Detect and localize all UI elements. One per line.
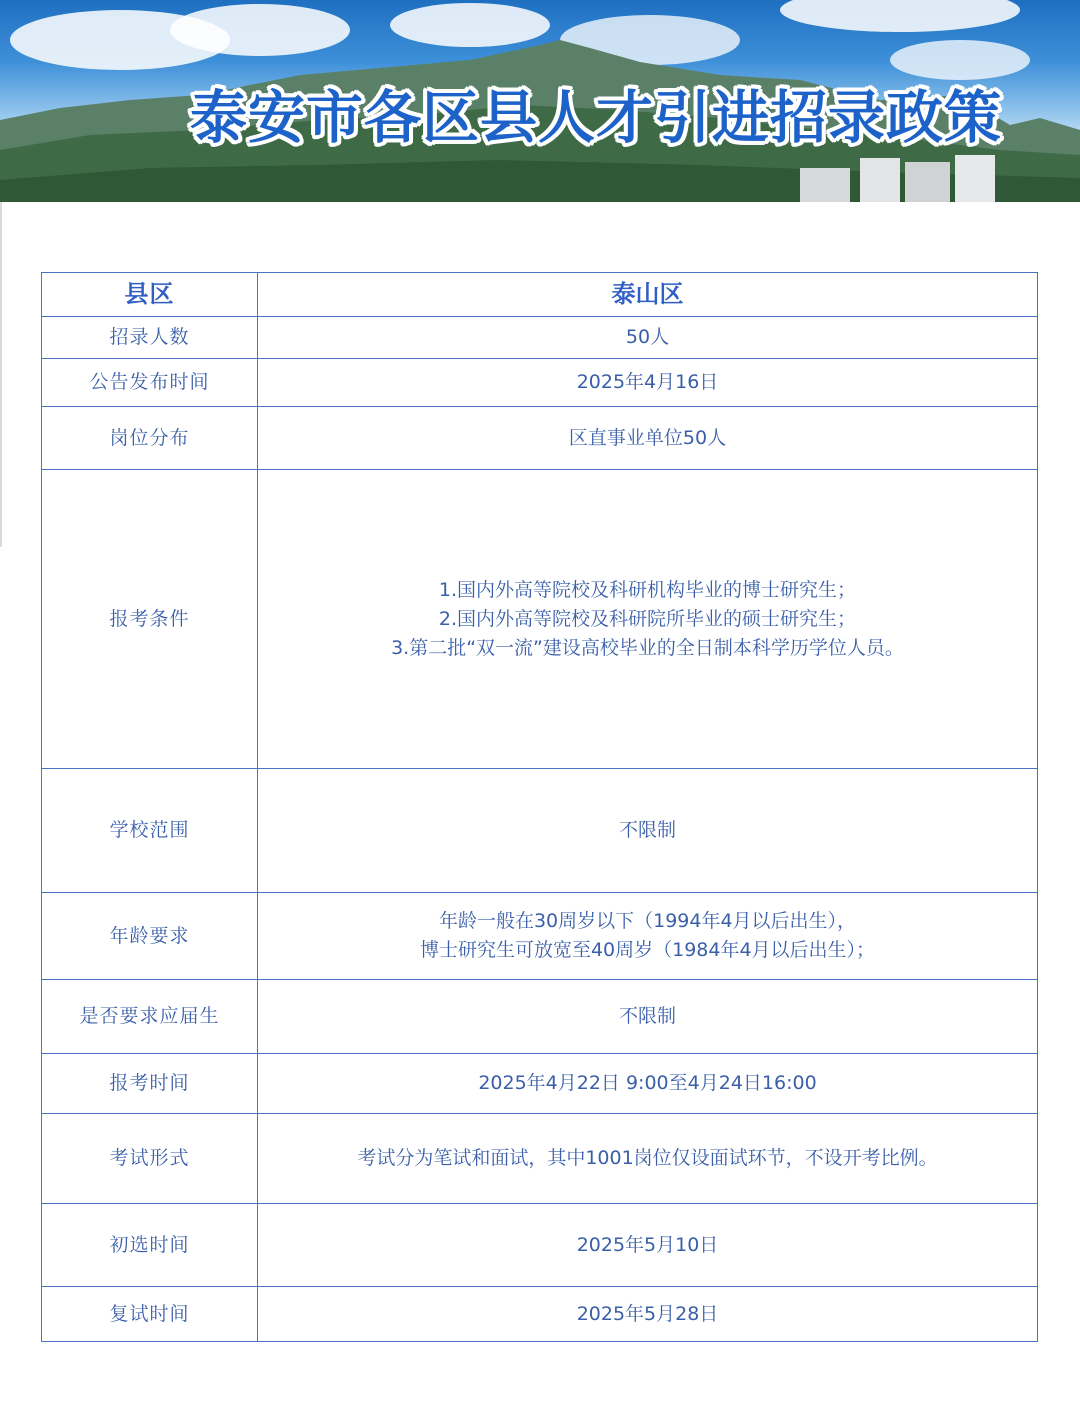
row-label: 复试时间 — [42, 1287, 258, 1342]
table-row — [42, 470, 1038, 769]
row-label: 招录人数 — [42, 317, 258, 359]
header-label-cell: 县区 — [42, 273, 258, 317]
age-line: 博士研究生可放宽至40周岁（1984年4月以后出生）； — [419, 939, 876, 961]
header-banner — [0, 0, 1080, 202]
row-label: 年龄要求 — [42, 893, 258, 980]
row-value: 50人 — [258, 317, 1038, 359]
page-title: 泰安市各区县人才引进招录政策 — [190, 85, 1002, 151]
row-label: 学校范围 — [42, 769, 258, 893]
row-label: 初选时间 — [42, 1204, 258, 1287]
table-header-row — [42, 273, 1038, 317]
table-row — [42, 1114, 1038, 1204]
table-row — [42, 1054, 1038, 1114]
table-row — [42, 893, 1038, 980]
row-label: 公告发布时间 — [42, 359, 258, 407]
requirement-line: 2.国内外高等院校及科研院所毕业的硕士研究生； — [438, 607, 857, 630]
row-value: 2025年5月28日 — [258, 1287, 1038, 1342]
table-row — [42, 317, 1038, 359]
policy-table — [41, 272, 1038, 1342]
table-row — [42, 359, 1038, 407]
requirement-line: 3.第二批“双一流”建设高校毕业的全日制本科学历学位人员。 — [391, 636, 904, 659]
table-row — [42, 769, 1038, 893]
table-row — [42, 980, 1038, 1054]
row-value: 考试分为笔试和面试，其中1001岗位仅设面试环节，不设开考比例。 — [258, 1114, 1038, 1204]
header-value-cell: 泰山区 — [258, 273, 1038, 317]
page-edge-line — [0, 202, 2, 547]
row-label: 考试形式 — [42, 1114, 258, 1204]
row-value-multiline — [258, 893, 1038, 980]
age-line: 年龄一般在30周岁以下（1994年4月以后出生）， — [438, 910, 857, 932]
row-value: 区直事业单位50人 — [258, 407, 1038, 470]
table-row — [42, 1287, 1038, 1342]
row-value-multiline — [258, 470, 1038, 769]
row-value: 不限制 — [258, 769, 1038, 893]
row-value: 2025年5月10日 — [258, 1204, 1038, 1287]
table-row — [42, 1204, 1038, 1287]
row-label: 报考时间 — [42, 1054, 258, 1114]
row-label: 是否要求应届生 — [42, 980, 258, 1054]
requirement-line: 1.国内外高等院校及科研机构毕业的博士研究生； — [438, 578, 857, 601]
row-label: 报考条件 — [42, 470, 258, 769]
row-value: 2025年4月22日 9:00至4月24日16:00 — [258, 1054, 1038, 1114]
row-label: 岗位分布 — [42, 407, 258, 470]
table-row — [42, 407, 1038, 470]
row-value: 2025年4月16日 — [258, 359, 1038, 407]
row-value: 不限制 — [258, 980, 1038, 1054]
